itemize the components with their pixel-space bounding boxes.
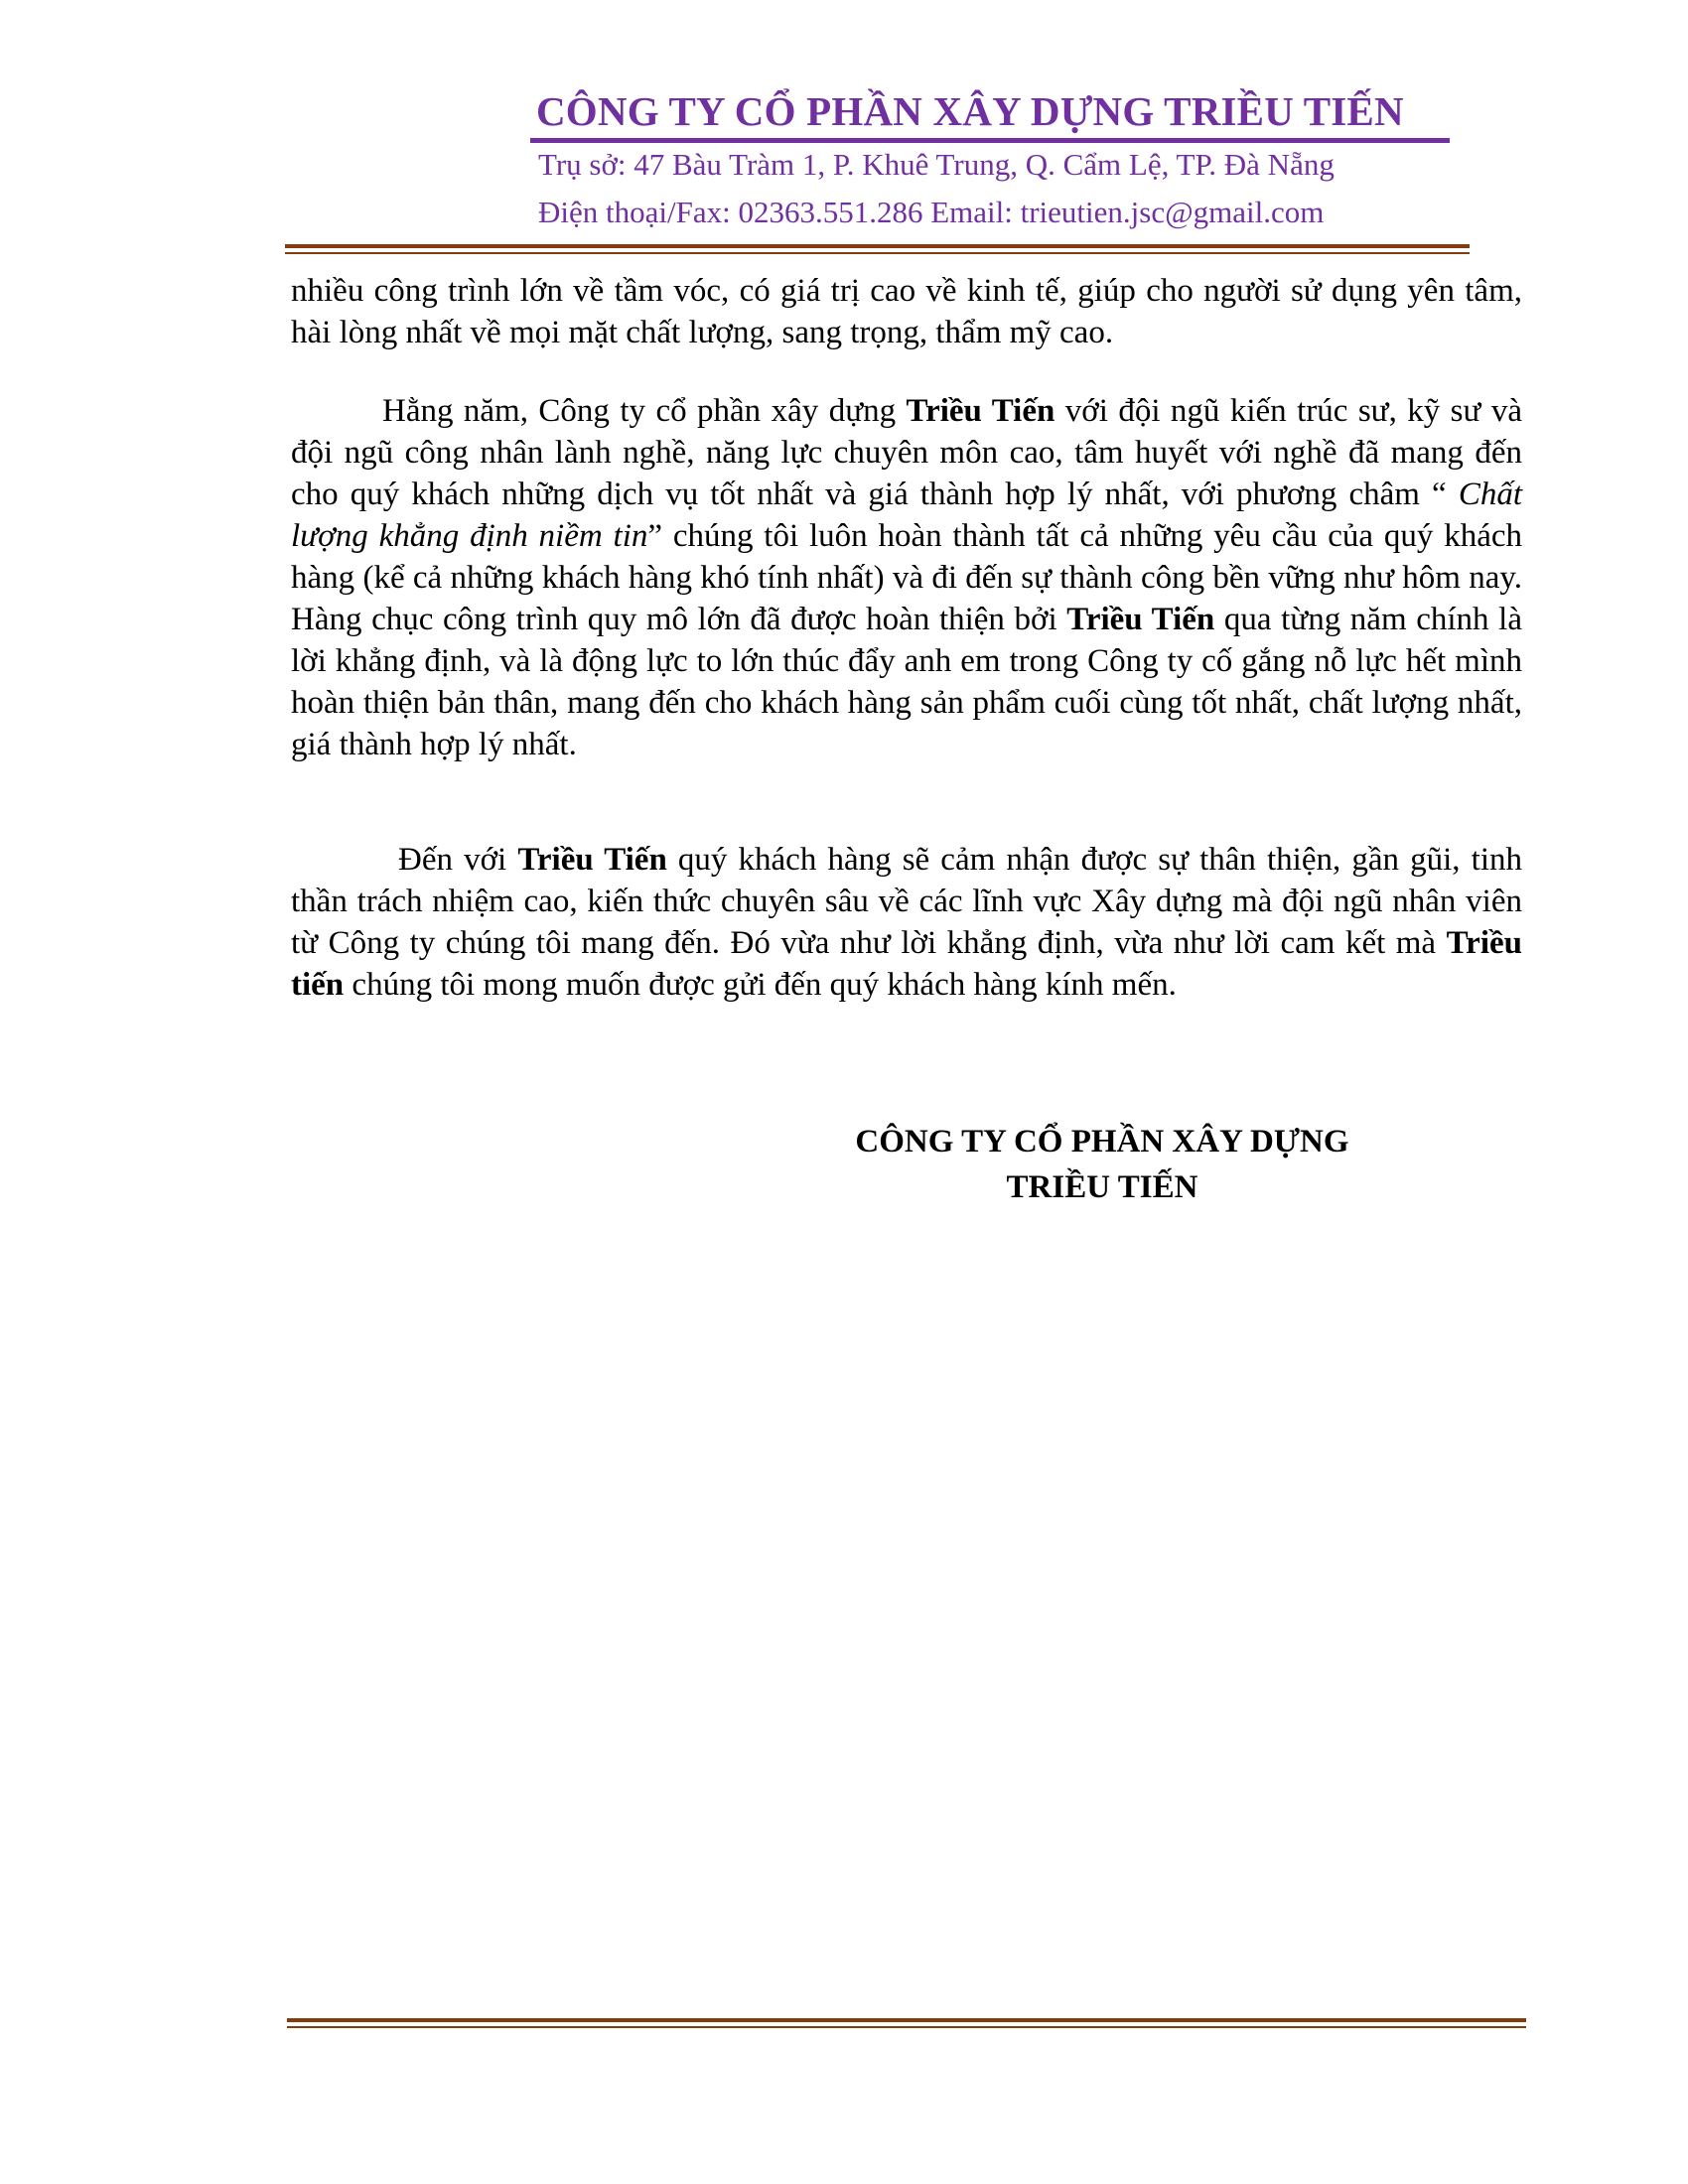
company-motto: Chất lượng khẳng định niềm tin (291, 477, 1522, 554)
footer-divider-thin (287, 2026, 1526, 2028)
signature-block (834, 1119, 1370, 1210)
header-divider-thin (285, 252, 1470, 254)
company-address: Trụ sở: 47 Bàu Tràm 1, P. Khuê Trung, Q. Cẩm Lệ, TP. Đà Nẵng (538, 147, 1335, 182)
paragraph-2-text-e: ” chúng tôi luôn hoàn thành tất cả những yêu cầu của quý khách hàng (kể cả những khách hàng khó tính nhất) và đi đến sự thành công bền vững như hôm nay. Hàng chục công trình quy mô lớn đã được hoàn thiện bởi (291, 518, 1522, 637)
paragraph-2 (291, 390, 1522, 765)
company-short-name: Triều Tiến (906, 393, 1055, 429)
header-divider-thick (285, 244, 1470, 248)
company-short-name: Triều Tiến (1066, 602, 1215, 637)
company-name: CÔNG TY CỔ PHẦN XÂY DỰNG TRIỀU TIẾN (536, 88, 1404, 134)
company-short-name: Triều Tiến (517, 842, 667, 878)
paragraph-2-text-a: Hằng năm, Công ty cổ phần xây dựng (382, 393, 907, 429)
paragraph-3-text-c: quý khách hàng sẽ cảm nhận được sự thân thiện, gần gũi, tinh thần trách nhiệm cao, kiến thức chuyên sâu về các lĩnh vực Xây dựng mà đội ngũ nhân viên từ Công ty chúng tôi mang đến. Đó vừa như lời khẳng định, vừa như lời cam kết mà (291, 842, 1522, 961)
footer-divider-thick (287, 2018, 1526, 2022)
paragraph-1: nhiều công trình lớn về tầm vóc, có giá trị cao về kinh tế, giúp cho người sử dụng yên tâm, hài lòng nhất về mọi mặt chất lượng, sang trọng, thẩm mỹ cao. (291, 273, 1522, 350)
company-short-name: Triều tiến (291, 925, 1522, 1003)
signature-line-2: TRIỀU TIẾN (1006, 1169, 1198, 1205)
header-underline (530, 138, 1450, 143)
paragraph-3-text-e: chúng tôi mong muốn được gửi đến quý khách hàng kính mến. (344, 967, 1177, 1003)
signature-line-1: CÔNG TY CỔ PHẦN XÂY DỰNG (855, 1124, 1349, 1160)
paragraph-2-text-c: với đội ngũ kiến trúc sư, kỹ sư và đội ngũ công nhân lành nghề, năng lực chuyên môn cao, tâm huyết với nghề đã mang đến cho quý khách những dịch vụ tốt nhất và giá thành hợp lý nhất, với phương châm “ (291, 393, 1522, 512)
paragraph-3 (291, 839, 1522, 1006)
company-contact: Điện thoại/Fax: 02363.551.286 Email: trieutien.jsc@gmail.com (538, 195, 1325, 229)
paragraph-2-text-g: qua từng năm chính là lời khẳng định, và là động lực to lớn thúc đẩy anh em trong Công ty cố gắng nỗ lực hết mình hoàn thiện bản thân, mang đến cho khách hàng sản phẩm cuối cùng tốt nhất, chất lượng nhất, giá thành hợp lý nhất. (291, 602, 1522, 762)
paragraph-3-text-a: Đến với (398, 842, 518, 878)
